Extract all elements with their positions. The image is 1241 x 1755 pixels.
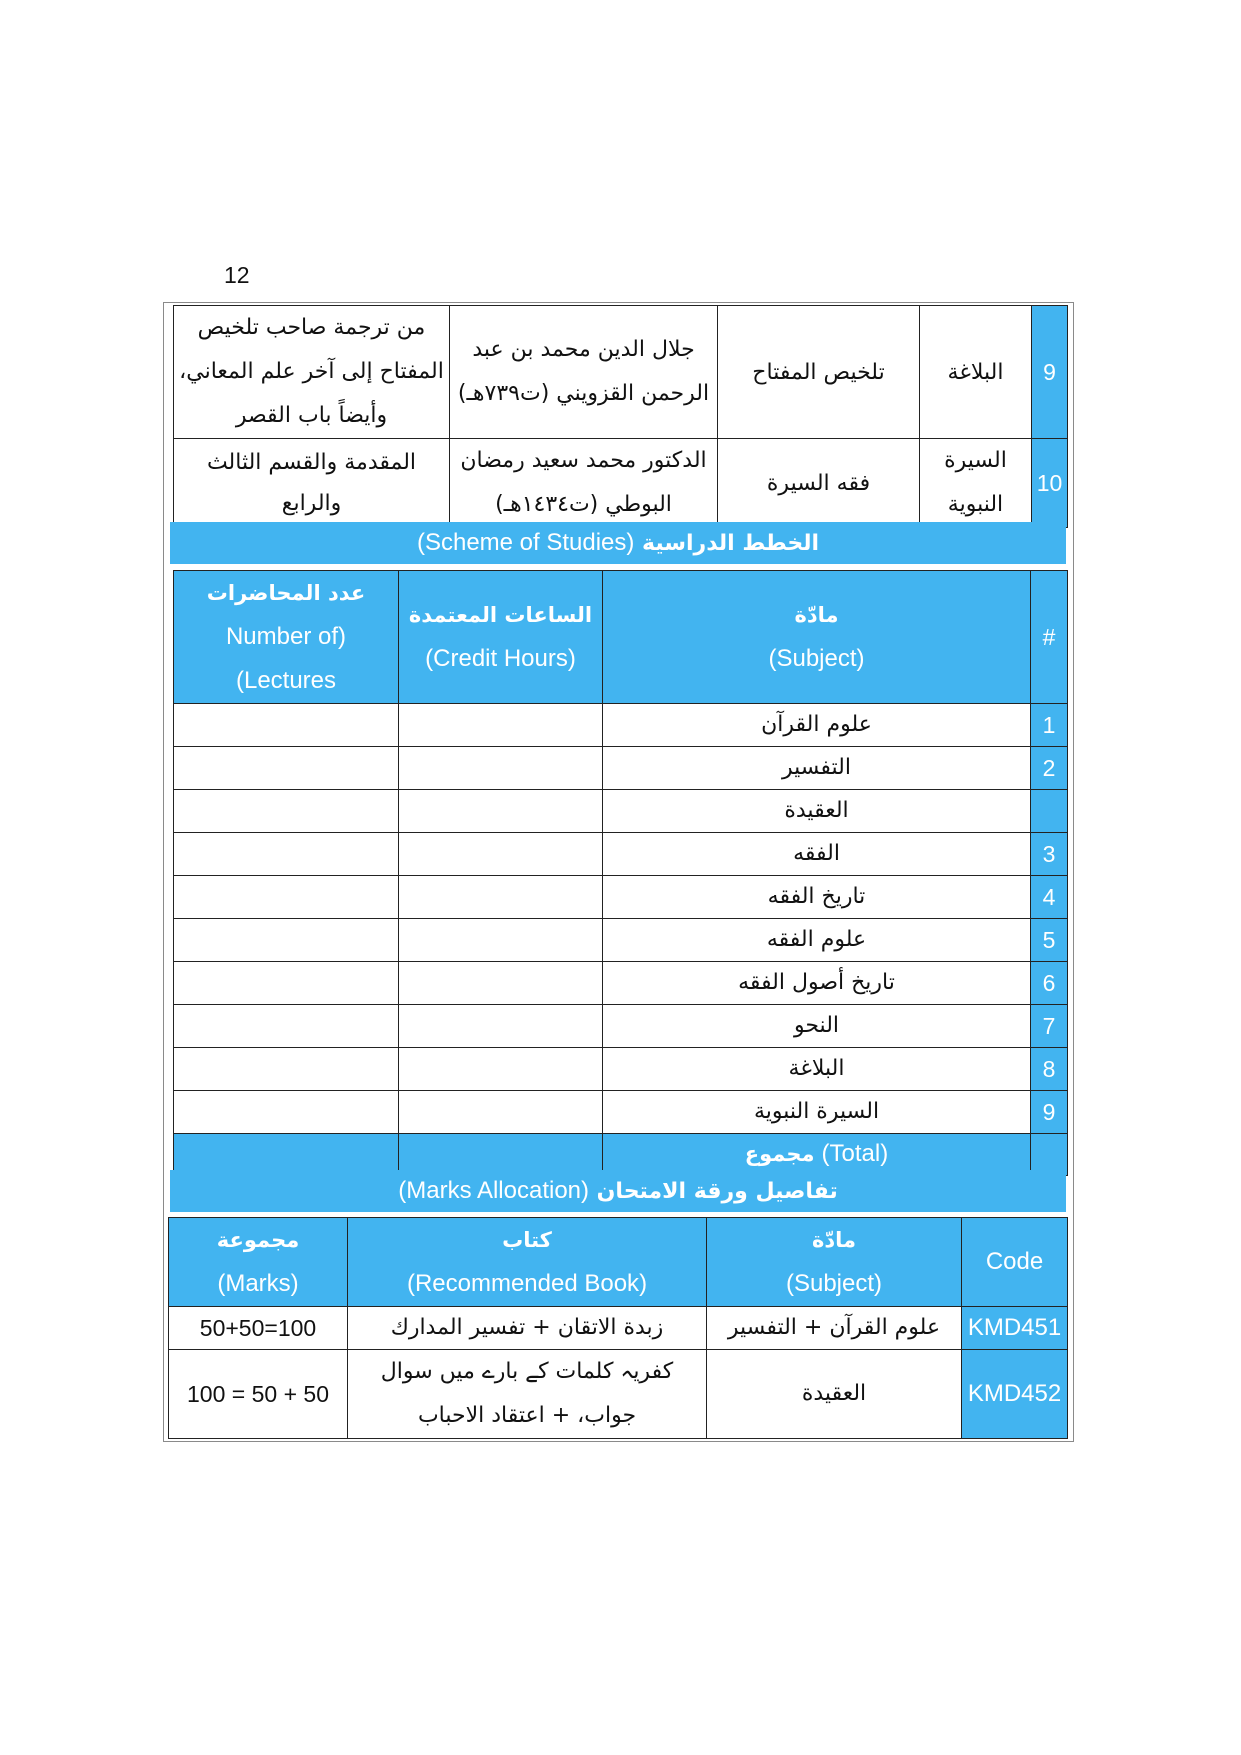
portion-cell: المقدمة والقسم الثالث والرابع bbox=[174, 439, 450, 528]
row-number-cell: 1 bbox=[1031, 704, 1068, 747]
lectures-header-en-1: (Number of bbox=[225, 623, 347, 650]
book-cell: تلخيص المفتاح bbox=[718, 306, 920, 439]
lectures-cell bbox=[174, 1091, 399, 1134]
credit-cell bbox=[399, 790, 603, 833]
row-number-cell: 10 bbox=[1032, 439, 1068, 528]
marks-header bbox=[169, 1218, 348, 1307]
row-number-cell: 2 bbox=[1031, 747, 1068, 790]
credit-cell bbox=[399, 876, 603, 919]
marks-band bbox=[170, 1170, 1066, 1212]
marks-table bbox=[168, 1217, 1068, 1439]
scheme-row bbox=[174, 962, 1068, 1005]
lectures-cell bbox=[174, 833, 399, 876]
scheme-table bbox=[173, 570, 1068, 1176]
scheme-header-row bbox=[174, 571, 1068, 704]
author-line: البوطي (ت١٤٣٤هـ) bbox=[495, 492, 672, 517]
scheme-row bbox=[174, 790, 1068, 833]
lectures-cell bbox=[174, 1005, 399, 1048]
page-number: 12 bbox=[224, 262, 250, 288]
book-line: کفریہ کلمات کے بارے میں سوال bbox=[380, 1359, 674, 1384]
credit-cell bbox=[399, 704, 603, 747]
scheme-row bbox=[174, 1091, 1068, 1134]
total-label-ar: مجموع bbox=[744, 1142, 815, 1166]
scheme-row bbox=[174, 747, 1068, 790]
credit-header bbox=[399, 571, 603, 704]
row-number-cell: 8 bbox=[1031, 1048, 1068, 1091]
subject-cell bbox=[920, 439, 1032, 528]
subject-header-ar: مادّة bbox=[794, 603, 839, 627]
subject-line: النبوية bbox=[947, 492, 1004, 517]
scheme-row bbox=[174, 833, 1068, 876]
marks-band-en: (Marks Allocation) bbox=[398, 1177, 590, 1204]
lectures-cell bbox=[174, 1048, 399, 1091]
number-header: # bbox=[1031, 571, 1068, 704]
code-header: Code bbox=[962, 1218, 1068, 1307]
subject-cell: العقيدة bbox=[707, 1350, 962, 1439]
scheme-band bbox=[170, 522, 1066, 564]
subject-cell: الفقه bbox=[603, 833, 1031, 876]
author-cell bbox=[450, 306, 718, 439]
marks-cell: 50+50=100 bbox=[169, 1307, 348, 1350]
lectures-header-ar: عدد المحاضرات bbox=[206, 581, 366, 605]
scheme-body bbox=[174, 704, 1068, 1134]
code-cell: KMD451 bbox=[962, 1307, 1068, 1350]
scheme-band-ar: الخطط الدراسية bbox=[642, 531, 820, 556]
scheme-row bbox=[174, 1048, 1068, 1091]
row-number-cell: 7 bbox=[1031, 1005, 1068, 1048]
row-number-cell: 6 bbox=[1031, 962, 1068, 1005]
marks-row bbox=[169, 1350, 1068, 1439]
lectures-cell bbox=[174, 704, 399, 747]
book-header bbox=[348, 1218, 707, 1307]
portion-line: المفتاح إلى آخر علم المعاني، bbox=[179, 359, 444, 384]
scheme-row bbox=[174, 876, 1068, 919]
row-number-cell: 4 bbox=[1031, 876, 1068, 919]
scheme-row bbox=[174, 919, 1068, 962]
marks-subject-header-ar: مادّة bbox=[811, 1228, 857, 1252]
book-cell bbox=[348, 1350, 707, 1439]
lectures-cell bbox=[174, 790, 399, 833]
subject-cell: العقيدة bbox=[603, 790, 1031, 833]
total-label-en: (Total) bbox=[821, 1140, 889, 1167]
marks-subject-header-en: (Subject) bbox=[785, 1270, 883, 1297]
scheme-row bbox=[174, 1005, 1068, 1048]
lectures-cell bbox=[174, 747, 399, 790]
book-line: جواب، + اعتقاد الاحباب bbox=[417, 1403, 637, 1428]
curriculum-table bbox=[173, 305, 1068, 528]
portion-line: وأيضاً باب القصر bbox=[235, 403, 388, 428]
marks-header-en: (Marks) bbox=[217, 1270, 299, 1297]
credit-cell bbox=[399, 833, 603, 876]
subject-cell: علوم القرآن bbox=[603, 704, 1031, 747]
subject-cell: النحو bbox=[603, 1005, 1031, 1048]
portion-line: من ترجمة صاحب تلخيص bbox=[197, 315, 426, 340]
subject-cell: تاريخ أصول الفقه bbox=[603, 962, 1031, 1005]
subject-cell: علوم الفقه bbox=[603, 919, 1031, 962]
credit-cell bbox=[399, 747, 603, 790]
row-number-cell: 9 bbox=[1032, 306, 1068, 439]
row-number-cell bbox=[1031, 790, 1068, 833]
author-line: الدكتور محمد سعيد رمضان bbox=[460, 448, 707, 473]
row-number-cell: 5 bbox=[1031, 919, 1068, 962]
credit-cell bbox=[399, 962, 603, 1005]
lectures-cell bbox=[174, 876, 399, 919]
subject-header bbox=[603, 571, 1031, 704]
book-header-ar: كتاب bbox=[502, 1228, 552, 1252]
author-line: جلال الدين محمد بن عبد bbox=[472, 337, 695, 362]
subject-cell: التفسير bbox=[603, 747, 1031, 790]
curriculum-row bbox=[174, 439, 1068, 528]
book-cell: فقه السيرة bbox=[718, 439, 920, 528]
book-header-en: (Recommended Book) bbox=[406, 1270, 648, 1297]
marks-subject-header bbox=[707, 1218, 962, 1307]
credit-cell bbox=[399, 1048, 603, 1091]
marks-cell: 100 = 50 + 50 bbox=[169, 1350, 348, 1439]
credit-cell bbox=[399, 1091, 603, 1134]
credit-header-ar: الساعات المعتمدة bbox=[408, 603, 593, 627]
marks-row bbox=[169, 1307, 1068, 1350]
subject-cell: البلاغة bbox=[603, 1048, 1031, 1091]
subject-cell: تاريخ الفقه bbox=[603, 876, 1031, 919]
curriculum-row bbox=[174, 306, 1068, 439]
marks-band-ar: تفاصيل ورقة الامتحان bbox=[596, 1179, 838, 1204]
scheme-row bbox=[174, 704, 1068, 747]
lectures-cell bbox=[174, 919, 399, 962]
row-number-cell: 3 bbox=[1031, 833, 1068, 876]
subject-line: السيرة bbox=[944, 448, 1007, 473]
subject-cell: البلاغة bbox=[920, 306, 1032, 439]
credit-header-en: (Credit Hours) bbox=[425, 645, 576, 672]
subject-cell: علوم القرآن + التفسير bbox=[707, 1307, 962, 1350]
author-line: الرحمن القزويني (ت٧٣٩هـ) bbox=[457, 381, 710, 406]
row-number-cell: 9 bbox=[1031, 1091, 1068, 1134]
lectures-cell bbox=[174, 962, 399, 1005]
marks-header-row bbox=[169, 1218, 1068, 1307]
subject-header-en: (Subject) bbox=[768, 645, 865, 672]
lectures-header-en-2: Lectures) bbox=[235, 667, 337, 694]
subject-cell: السيرة النبوية bbox=[603, 1091, 1031, 1134]
scheme-band-en: (Scheme of Studies) bbox=[416, 529, 635, 556]
marks-header-ar: مجموعة bbox=[216, 1228, 300, 1252]
credit-cell bbox=[399, 919, 603, 962]
author-cell bbox=[450, 439, 718, 528]
portion-cell bbox=[174, 306, 450, 439]
lectures-header bbox=[174, 571, 399, 704]
book-cell: زبدة الاتقان + تفسير المدارك bbox=[348, 1307, 707, 1350]
code-cell: KMD452 bbox=[962, 1350, 1068, 1439]
credit-cell bbox=[399, 1005, 603, 1048]
